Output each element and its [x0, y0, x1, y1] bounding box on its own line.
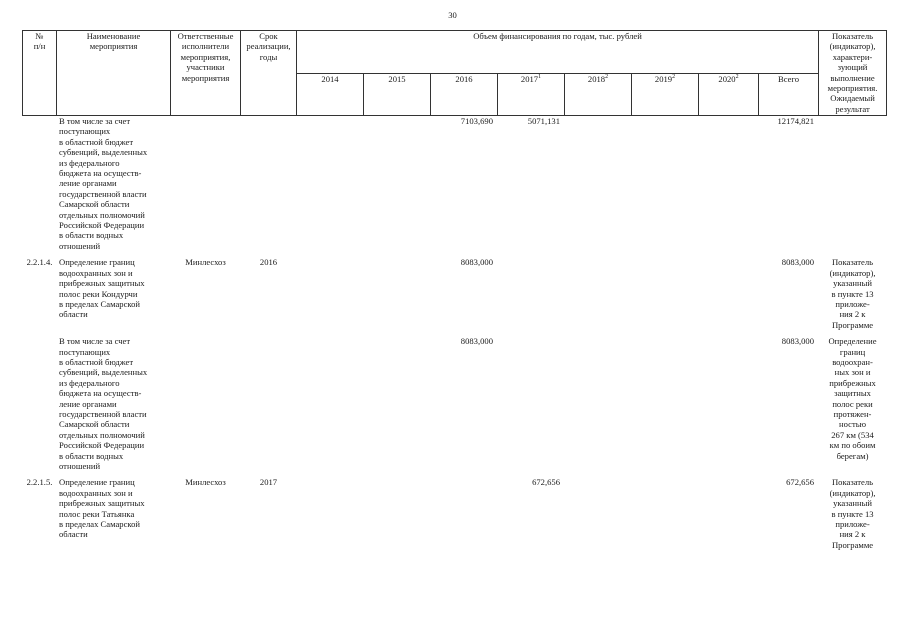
financing-table: [22, 30, 887, 550]
cell-2017: [498, 257, 565, 330]
cell-indicator: [819, 116, 887, 252]
cell-2014: [297, 477, 364, 550]
header-number: № п/н: [23, 31, 57, 116]
header-year: 2019$^2$: [632, 73, 699, 116]
cell-number: 2.2.1.5.: [26, 477, 53, 488]
cell-2020: [699, 116, 759, 252]
cell-2015: [364, 116, 431, 252]
cell-2014: [297, 257, 364, 330]
cell-2015: [364, 257, 431, 330]
cell-2020: [699, 257, 759, 330]
cell-2018: [565, 336, 632, 471]
cell-executor: Минлесхоз: [185, 477, 226, 488]
cell-2014: [297, 116, 364, 252]
cell-2018: [565, 477, 632, 550]
table-row: [23, 257, 887, 330]
cell-name: В том числе за счет поступающих в областной бюджет субвенций, выделенных из федерального бюджета на осуществ- ление органами государственной власти Самарской области отдельных полномочий Российской Федерации в области водных отношений: [59, 116, 148, 251]
cell-term: [241, 336, 297, 471]
header-year: 2017$^1$: [498, 73, 565, 116]
header-year: 2016: [431, 73, 498, 116]
page-number: 30: [448, 10, 457, 20]
cell-2015: [364, 336, 431, 471]
cell-2015: [364, 477, 431, 550]
header-year: 2014: [297, 73, 364, 116]
cell-2017: 672,656: [532, 477, 560, 488]
cell-name: Определение границ водоохранных зон и прибрежных защитных полос реки Татьянка в пределах Самарской области: [59, 477, 145, 540]
header-executors: Ответственные исполнители мероприятия, участники мероприятия: [171, 31, 241, 116]
cell-number: [23, 336, 57, 471]
cell-executor: [171, 116, 241, 252]
cell-2019: [632, 257, 699, 330]
cell-indicator: Определение границ водоохран- ных зон и прибрежных защитных полос реки протяжен- ностью 267 км (534 км по обоим берегам): [828, 336, 877, 461]
header-financing-group: Объем финансирования по годам, тыс. рублей: [297, 31, 819, 74]
cell-term: [241, 116, 297, 252]
table-row: [23, 336, 887, 471]
cell-2020: [699, 477, 759, 550]
header-year: 2018$^2$: [565, 73, 632, 116]
table-row: [23, 116, 887, 252]
header-total: Всего: [759, 73, 819, 116]
cell-executor: Минлесхоз: [185, 257, 226, 268]
table-header: [23, 31, 887, 116]
cell-indicator: Показатель (индикатор), указанный в пункте 13 приложе- ния 2 к Программе: [829, 257, 876, 330]
cell-name: Определение границ водоохранных зон и прибрежных защитных полос реки Кондурчи в пределах Самарской области: [59, 257, 145, 320]
header-name: Наименование мероприятия: [57, 31, 171, 116]
cell-total: 672,656: [786, 477, 815, 488]
cell-2018: [565, 257, 632, 330]
header-year: 2015: [364, 73, 431, 116]
cell-2016: 8083,000: [460, 336, 493, 347]
table-row: [23, 477, 887, 550]
cell-total: 12174,821: [777, 116, 815, 126]
cell-2014: [297, 336, 364, 471]
cell-2017: 5071,131: [527, 116, 560, 126]
cell-2019: [632, 336, 699, 471]
cell-2019: [632, 116, 699, 252]
cell-2020: [699, 336, 759, 471]
cell-number: [23, 116, 57, 252]
header-year: 2020$^2$: [699, 73, 759, 116]
cell-executor: [171, 336, 241, 471]
cell-2016: [431, 477, 498, 550]
cell-number: 2.2.1.4.: [26, 257, 53, 268]
cell-indicator: Показатель (индикатор), указанный в пункте 13 приложе- ния 2 к Программе: [829, 477, 876, 550]
cell-name: В том числе за счет поступающих в областной бюджет субвенций, выделенных из федерального бюджета на осуществ- ление органами государственной власти Самарской области отдельных полномочий Российской Федерации в области водных отношений: [59, 336, 148, 471]
cell-2017: [498, 336, 565, 471]
cell-total: 8083,000: [781, 336, 815, 347]
cell-2016: 8083,000: [460, 257, 493, 268]
cell-term: 2016: [259, 257, 278, 268]
cell-total: 8083,000: [781, 257, 815, 268]
cell-term: 2017: [259, 477, 278, 488]
cell-2016: 7103,690: [460, 116, 493, 126]
header-term: Срок реализации, годы: [241, 31, 297, 116]
header-indicator: Показатель (индикатор), характери- зующий выполнение мероприятия. Ожидаемый результат: [819, 31, 887, 116]
cell-2018: [565, 116, 632, 252]
cell-2019: [632, 477, 699, 550]
